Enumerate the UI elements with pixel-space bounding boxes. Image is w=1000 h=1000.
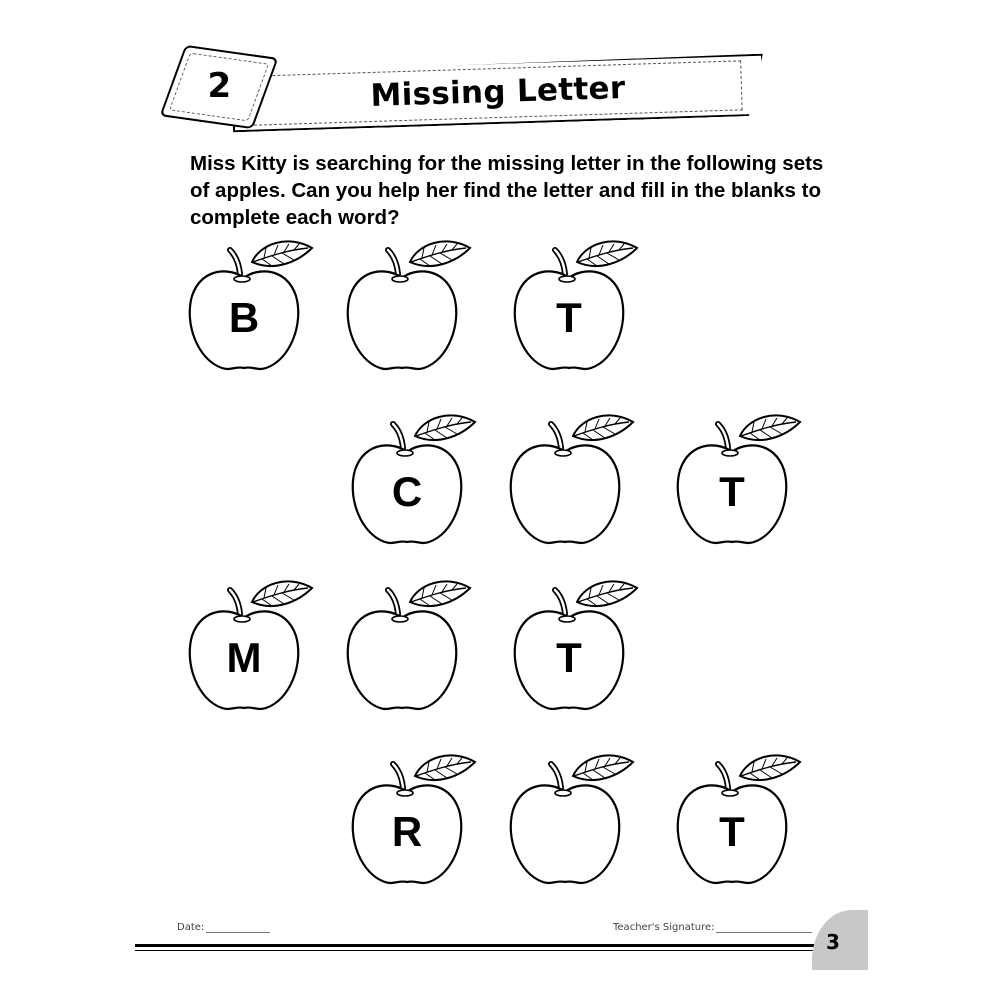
apple-letter: T [556, 294, 582, 341]
activity-number: 2 [207, 66, 232, 107]
apple-1-1 [190, 238, 312, 380]
apple-4-2[interactable] [511, 752, 633, 894]
page-tab [812, 910, 868, 970]
apple-letter: T [719, 808, 745, 855]
apple-icon [511, 412, 633, 554]
apple-letter: T [719, 468, 745, 515]
apple-letter: C [391, 468, 423, 515]
page-number: 3 [826, 930, 840, 954]
date-label: Date: [177, 922, 205, 933]
footer-rule [135, 944, 815, 947]
apple-letter: R [391, 808, 423, 855]
apple-4-1 [353, 752, 475, 894]
signature-label: Teacher's Signature: [613, 922, 715, 933]
title-ribbon [231, 54, 765, 133]
apple-1-2[interactable] [348, 238, 470, 380]
apple-letter: M [226, 634, 262, 681]
apple-icon [511, 752, 633, 894]
apple-1-3 [515, 238, 637, 380]
apple-3-1 [190, 578, 312, 720]
apple-2-2[interactable] [511, 412, 633, 554]
instructions-text: Miss Kitty is searching for the missing letter in the following sets of apples. Can you help her find the letter and fill in the blanks to complete each word? [190, 152, 824, 229]
date-field[interactable] [206, 932, 270, 933]
apple-letter: B [228, 294, 260, 341]
apple-4-3 [678, 752, 800, 894]
apple-3-2[interactable] [348, 578, 470, 720]
page-title: Missing Letter [369, 70, 626, 114]
apple-icon [348, 578, 470, 720]
signature-field[interactable] [716, 932, 812, 933]
apple-3-3 [515, 578, 637, 720]
apple-letter: T [556, 634, 582, 681]
apple-2-3 [678, 412, 800, 554]
apple-2-1 [353, 412, 475, 554]
footer-rule-thin [135, 950, 815, 951]
apple-icon [348, 238, 470, 380]
